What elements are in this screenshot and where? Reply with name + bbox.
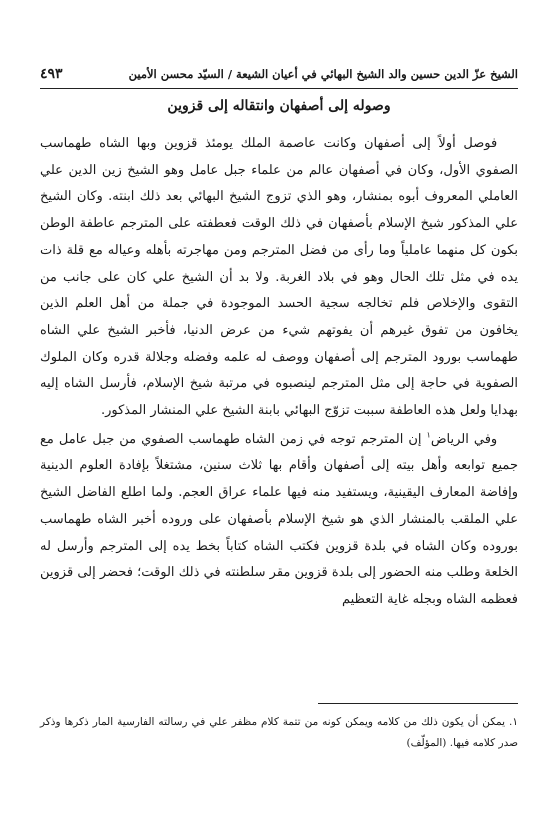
paragraph-text: إن المترجم توجه في زمن الشاه طهماسب الصفوي من جبل عامل مع جميع توابعه وأهل بيته إلى أصفهان وأقام بها ثلاث سنين، مشتغلاً بإفادة العلوم الدينية وإفاضة المعارف اليقينية، ويستفيد منه فيها علماء عراق العجم. ولما اطلع الفاضل الشيخ علي الملقب بالمنشار الذي هو شيخ الإسلام بأصفهان على وروده أخبر الشاه طهماسب بوروده وكان الشاه في بلدة قزوين فكتب الشاه كتاباً بخط يده إلى المترجم وأرسل له الخلعة وطلب منه الحضور إلى بلدة قزوين مقر سلطنته في ذلك الوقت؛ فحضر إلى قزوين فعظمه الشاه وبجله غاية التعظيم: [40, 431, 518, 607]
body-text: [40, 131, 518, 614]
page-header: [40, 66, 518, 86]
paragraph: فوصل أولاً إلى أصفهان وكانت عاصمة الملك يومئذ قزوين وبها الشاه طهماسب الصفوي الأول، وكان في أصفهان عالم من علماء جبل عامل وهو الشيخ زين الدين علي العاملي المعروف أبوه بمنشار، وهو الذي تزوج الشيخ البهائي بعد ذلك ابنته. وكان الشيخ علي المذكور شيخ الإسلام بأصفهان في ذلك الوقت فعطفته على المترجم عاطفة الوطن بكون كل منهما عاملياً وما رأى من فضل المترجم ومن مهاجرته بأهله وعياله مع قلة ذات يده في مثل تلك الحال وهو في بلاد الغربة. ولا بد أن الشيخ علي كان على جانب من التقوى والإخلاص فلم تخالجه سجية الحسد الموجودة في جملة من أهل العلم الذين يخافون من تفوق غيرهم أن يفوتهم شيء من عرض الدنيا، فأخبر الشيخ علي الشاه طهماسب بورود المترجم إلى أصفهان ووصف له علمه وفضله وجلالة قدره وكان الملوك الصفوية في حاجة إلى مثل المترجم لينصبوه في مرتبة شيخ الإسلام، فأرسل الشاه إليه بهدايا ولعل هذه العاطفة سببت تزوّج البهائي بابنة الشيخ علي المنشار المذكور.: [40, 136, 518, 419]
footnote-reference[interactable]: ١: [426, 430, 431, 440]
footnote: ١. يمكن أن يكون ذلك من كلامه ويمكن كونه من تتمة كلام مظفر علي في رسالته الفارسية المار ذكرها وذكر صدر كلامه فيها. (المؤلّف): [40, 716, 518, 749]
paragraph: [40, 427, 518, 614]
section-title: وصوله إلى أصفهان وانتقاله إلى قزوين: [167, 98, 391, 114]
header-rule: [40, 88, 518, 89]
footnote-rule: [318, 703, 518, 704]
running-title: الشيخ عزّ الدين حسين والد الشيخ البهائي في أعيان الشيعة / السيّد محسن الأمين: [128, 67, 518, 81]
page-number: ٤٩٣: [40, 66, 63, 82]
paragraph-lead: وفي الرياض: [430, 431, 498, 447]
